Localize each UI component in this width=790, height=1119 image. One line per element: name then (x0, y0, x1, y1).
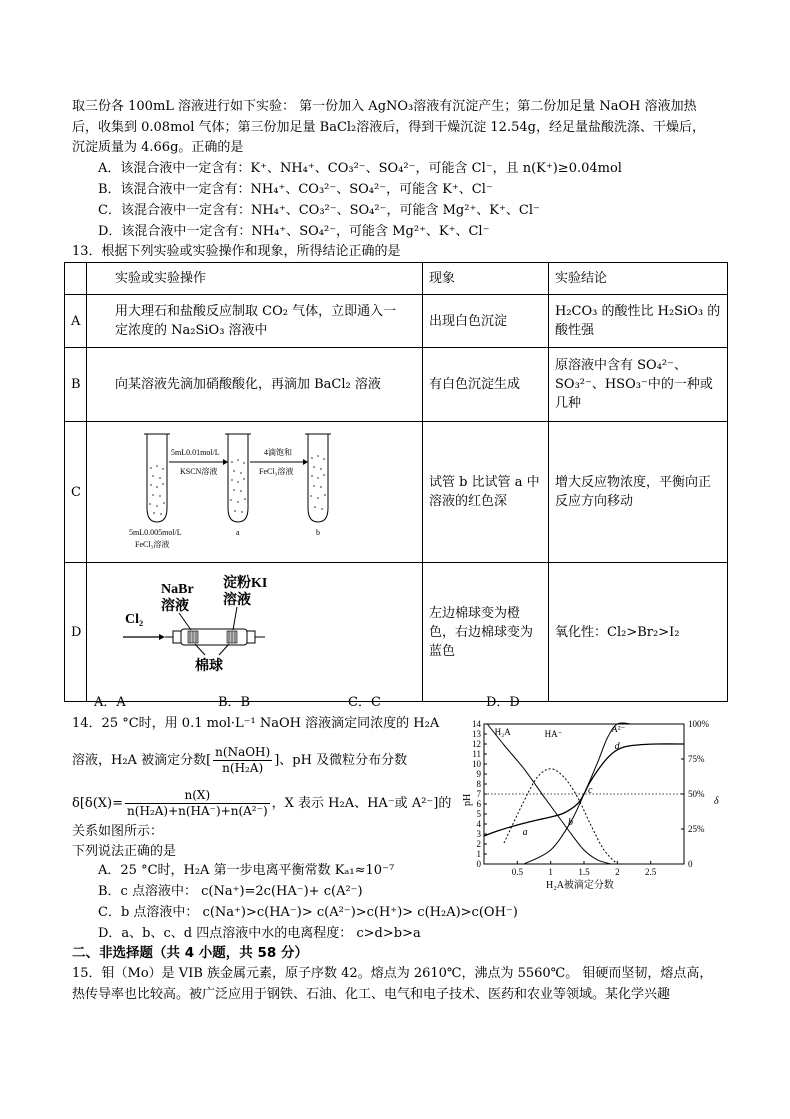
q14-line2-pre: 溶液，H₂A 被滴定分数[ (72, 753, 212, 768)
q12-option-c: C．该混合液中一定含有：NH₄⁺、CO₃²⁻、SO₄²⁻，可能含 Mg²⁺、K⁺、Cl⁻ (98, 203, 540, 218)
cl2-label: Cl₂ (125, 612, 144, 627)
row-figure-c (87, 422, 423, 563)
q13-answer-b: B．B (218, 695, 251, 710)
q13-row-d (65, 563, 728, 702)
row-label: C (65, 422, 87, 563)
tube0-label-line2: FeCl₃溶液 (135, 540, 170, 549)
arrow-2 (250, 459, 308, 465)
q13-answer-d: D．D (486, 695, 520, 710)
q14-option-b: B．c 点溶液中： c(Na⁺)=2c(HA⁻)+ c(A²⁻) (98, 884, 363, 899)
x-tick-label: 1 (548, 867, 553, 877)
q12-option-a: A．该混合液中一定含有：K⁺、NH₄⁺、CO₃²⁻、SO₄²⁻，可能含 Cl⁻，且 n(K⁺)≥0.04mol (98, 161, 622, 176)
row-operation: 用大理石和盐酸反应制取 CO₂ 气体，立即通入一定浓度的 Na₂SiO₃ 溶液中 (87, 295, 423, 348)
tube0-label-line1: 5mL0.005mol/L (129, 528, 182, 537)
species-label: A²⁻ (611, 724, 626, 734)
q14-option-a: A．25 °C时，H₂A 第一步电离平衡常数 Kₐ₁≈10⁻⁷ (98, 863, 395, 878)
cotton-label: 棉球 (195, 659, 223, 674)
arrow2-label-top: 4滴饱和 (264, 448, 292, 457)
row-operation: 向某溶液先滴加硝酸酸化，再滴加 BaCl₂ 溶液 (87, 348, 423, 422)
row-label: D (65, 563, 87, 702)
nabr-pointer (179, 613, 191, 630)
y-left-tick-label: 6 (476, 799, 481, 809)
row-phenomenon: 试管 b 比试管 a 中溶液的红色深 (423, 422, 549, 563)
header-cell (65, 263, 87, 295)
test-tube-b (305, 434, 331, 522)
row-conclusion: H₂CO₃ 的酸性比 H₂SiO₃ 的酸性强 (549, 295, 728, 348)
y-right-tick-label: 100% (688, 719, 709, 729)
q14-line2-post: ]、pH 及微粒分布分数 (274, 753, 408, 768)
x-tick-label: 2.5 (645, 867, 657, 877)
tube-b-label: b (316, 528, 320, 537)
q14-line-3 (72, 788, 451, 819)
header-cell: 实验或实验操作 (87, 263, 423, 295)
nabr-label-2: 溶液 (161, 599, 189, 614)
q15-line-2: 热传导率也比较高。被广泛应用于钢铁、石油、化工、电气和电子技术、医药和农业等领域。某化学兴趣 (72, 987, 671, 1002)
q14-line-4: 关系如图所示： (72, 824, 164, 839)
fraction-numerator: n(NaOH) (215, 745, 271, 759)
fraction-numerator: n(X) (125, 788, 270, 804)
point-label-b: b (568, 817, 573, 828)
y-left-tick-label: 8 (476, 779, 481, 789)
header-cell: 实验结论 (549, 263, 728, 295)
y-axis-left-label: pH (462, 793, 473, 806)
y-left-tick-label: 5 (476, 809, 481, 819)
section-2-title: 二、非选择题（共 4 小题，共 58 分） (72, 945, 308, 961)
arrow1-label-top: 5mL0.01mol/L (171, 448, 220, 457)
fraction-titration (213, 745, 272, 776)
species-label: HA⁻ (544, 729, 563, 739)
row-phenomenon: 出现白色沉淀 (423, 295, 549, 348)
cotton-ball-left (188, 631, 198, 643)
titration-chart (462, 712, 724, 898)
point-label-c: c (588, 785, 593, 796)
q13-stem: 13．根据下列实验或实验操作和现象，所得结论正确的是 (72, 244, 401, 259)
y-left-tick-label: 0 (476, 859, 481, 869)
x-tick-label: 1.5 (578, 867, 590, 877)
point-label-a: a (522, 827, 528, 838)
x-tick-label: 0.5 (511, 867, 523, 877)
y-left-tick-label: 2 (476, 839, 481, 849)
q13-row-a (65, 295, 728, 348)
y-right-tick-label: 0 (688, 859, 693, 869)
row-phenomenon: 有白色沉淀生成 (423, 348, 549, 422)
cl2-arrow (123, 634, 165, 640)
y-left-tick-label: 1 (476, 849, 481, 859)
q14-line3-pre: δ[δ(X)= (72, 796, 124, 811)
x-axis-label: H₂A被滴定分数 (546, 880, 614, 891)
glass-tube-diagram (87, 563, 423, 695)
fraction-denominator: n(H₂A)+n(HA⁻)+n(A²⁻) (127, 804, 268, 818)
y-axis-right-label: δ (714, 796, 719, 807)
q15-line-1: 15．钼（Mo）是 VIB 族金属元素，原子序数 42。熔点为 2610℃，沸点为 5560℃。 钼硬而坚韧，熔点高， (72, 966, 713, 981)
y-left-tick-label: 7 (476, 789, 481, 799)
y-right-tick-label: 25% (688, 824, 705, 834)
header-cell: 现象 (423, 263, 549, 295)
tube-a-label: a (236, 528, 240, 537)
q12-option-d: D．该混合液中一定含有：NH₄⁺、SO₄²⁻，可能含 Mg²⁺、K⁺、Cl⁻ (98, 224, 490, 239)
q13-header-row (65, 263, 728, 295)
y-left-tick-label: 10 (472, 759, 481, 769)
row-label: B (65, 348, 87, 422)
series-ph (484, 744, 684, 836)
q13-answer-a: A．A (94, 695, 126, 710)
cotton-pointer-right (219, 644, 229, 655)
row-label: A (65, 295, 87, 348)
q14-option-c: C．b 点溶液中： c(Na⁺)>c(HA⁻)> c(A²⁻)>c(H⁺)> c(H₂A)>c(OH⁻) (98, 905, 518, 920)
q14-line-2 (72, 745, 407, 776)
q12-line-1: 取三份各 100mL 溶液进行如下实验： 第一份加入 AgNO₃溶液有沉淀产生；第二份加足量 NaOH 溶液加热 (72, 99, 697, 114)
y-left-tick-label: 14 (472, 719, 481, 729)
test-tube-a (225, 434, 251, 522)
test-tube-diagram (87, 422, 423, 556)
fraction-distribution (125, 788, 270, 819)
species-label: H₂A (494, 727, 511, 737)
q14-line-1: 14．25 °C时，用 0.1 mol·L⁻¹ NaOH 溶液滴定同浓度的 H₂A (72, 716, 440, 731)
y-left-tick-label: 4 (476, 819, 481, 829)
glass-tube (165, 629, 265, 645)
q13-table (64, 262, 728, 702)
row-phenomenon: 左边棉球变为橙色，右边棉球变为蓝色 (423, 563, 549, 702)
q14-line3-post: ，X 表示 H₂A、HA⁻或 A²⁻]的 (271, 796, 452, 811)
y-left-tick-label: 13 (472, 729, 481, 739)
ki-label-2: 溶液 (223, 593, 251, 608)
test-tube-0 (144, 434, 170, 522)
q12-line-3: 沉淀质量为 4.66g。正确的是 (72, 140, 244, 155)
y-right-tick-label: 75% (688, 754, 705, 764)
cotton-pointer-left (195, 644, 205, 655)
y-right-tick-label: 50% (688, 789, 705, 799)
arrow2-label-bottom: FeCl₃溶液 (259, 467, 294, 476)
ki-label-1: 淀粉KI (223, 576, 268, 591)
row-conclusion: 增大反应物浓度，平衡向正反应方向移动 (549, 422, 728, 563)
q12-line-2: 后，收集到 0.08mol 气体；第三份加足量 BaCl₂溶液后，得到干燥沉淀 12.54g，经足量盐酸洗涤、干燥后， (72, 120, 705, 135)
fraction-denominator: n(H₂A) (222, 761, 264, 775)
nabr-label-1: NaBr (161, 582, 194, 597)
row-conclusion: 氧化性：Cl₂>Br₂>I₂ (549, 563, 728, 702)
q14-option-d: D．a、b、c、d 四点溶液中水的电离程度： c>d>b>a (98, 926, 421, 941)
row-conclusion: 原溶液中含有 SO₄²⁻、SO₃²⁻、HSO₃⁻中的一种或几种 (549, 348, 728, 422)
q14-line-5: 下列说法正确的是 (72, 844, 177, 859)
y-left-tick-label: 12 (472, 739, 481, 749)
q13-row-b (65, 348, 728, 422)
cotton-ball-right (227, 631, 237, 643)
point-label-d: d (614, 741, 620, 752)
arrow1-label-bottom: KSCN溶液 (180, 467, 218, 476)
y-left-tick-label: 3 (476, 829, 481, 839)
q13-answer-c: C．C (348, 695, 381, 710)
series-ha (504, 769, 617, 864)
arrow-1 (169, 459, 228, 465)
q13-row-c (65, 422, 728, 563)
y-left-tick-label: 11 (472, 749, 481, 759)
x-tick-label: 2 (615, 867, 620, 877)
ki-pointer (233, 607, 237, 630)
y-left-tick-label: 9 (476, 769, 481, 779)
q12-option-b: B．该混合液中一定含有：NH₄⁺、CO₃²⁻、SO₄²⁻，可能含 K⁺、Cl⁻ (98, 182, 493, 197)
row-figure-d (87, 563, 423, 702)
